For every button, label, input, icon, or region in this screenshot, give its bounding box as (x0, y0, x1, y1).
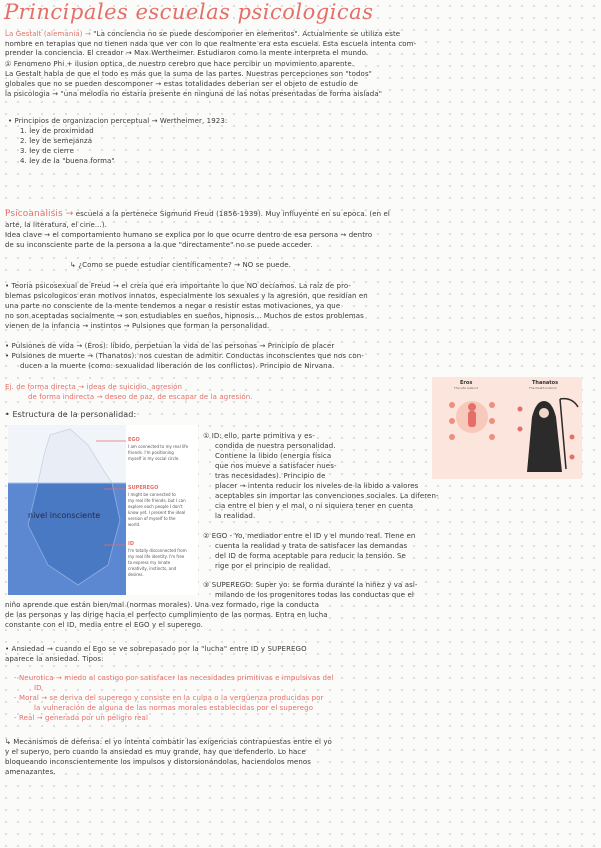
id-line-2: Contiene la libido (energia física (215, 452, 332, 460)
page-title: Principales escuelas psicologicas (4, 0, 374, 24)
iceberg-id-title: ID (128, 541, 135, 547)
ego-line-0: ② EGO - Yo, mediador entre el ID y el mundo real. Tiene en (203, 532, 416, 540)
superego-line-4: constante con el ID, media entre el EGO y el superego. (5, 621, 203, 629)
pulsiones-line-2: ducen a la muerte (como: sexualidad liberación de los conflictos). Principio de Nirvana. (20, 362, 335, 370)
defense-line-1: y el superyo, pero cuando la ansiedad es muy grande, hay que defenderlo. Lo hace (5, 748, 306, 756)
id-line-1: condida de nuestra personalidad. (215, 442, 336, 450)
psico-line-2: Idea clave → el comportamiento humano se explica por lo que ocurre dentro de esa persona → dentro (5, 231, 373, 239)
iceberg-ego-title: EGO (128, 437, 140, 443)
superego-line-2: niño aprende que están bien/mal (normas morales). Una vez formado, rige la conducta (5, 601, 319, 609)
gestalt-line-6: la psicologia → "una melodía no estaría presente en ninguna de las notas presentadas de forma aislada" (5, 90, 383, 98)
iceberg-superego-text: I might be connected to my real life friends, but I can explore each people I don't know yet. I present the ideal version of myself to the world. (128, 492, 186, 527)
gestalt-line-4: La Gestalt habla de que el todo es más que la suma de las partes. Nuestras percepciones son "todos" (5, 70, 373, 78)
superego-line-1: milando de los progenitores todas las conductas que el (215, 591, 414, 599)
pulsiones-line-1: • Pulsiones de muerte → (Thanatos): nos cuestan de admitir. Conductas inconscientes que nos con- (5, 352, 364, 360)
principles-heading: • Principios de organizacion perceptual → Wertheimer, 1923: (8, 117, 228, 125)
gestalt-line-1: nombre en terapias que no tienen nada que ver con lo que realmente era esta escuela. Esta escuela intenta com- (5, 40, 417, 48)
ego-line-2: del ID de forma aceptable para reducir la tensión. Se (215, 552, 406, 560)
superego-line-0: ③ SUPEREGO: Super yo: se forma durante la niñez y va asi- (203, 581, 418, 589)
id-line-8: la realidad. (215, 512, 256, 520)
id-line-3: que nos mueve a satisfacer nues- (215, 462, 337, 470)
teoria-line-0: • Teoria psicosexual de Freud → el creía que era importante lo que NO decíamos. La raíz de pro- (5, 282, 352, 290)
principle-item: 2. ley de semejanza (20, 137, 93, 145)
pulsiones-line-0: • Pulsiones de vida → (Eros): libido, perpetuan la vida de las personas → Principio de placer (5, 342, 335, 350)
teoria-line-4: vienen de la infancia → instintos → Pulsiones que forman la personalidad. (5, 322, 270, 330)
id-line-6: aceptables sin importar las convenciones sociales. La diferen- (215, 492, 439, 500)
principle-item: 1. ley de proximidad (20, 127, 94, 135)
defense-line-0: ↳ Mecanismos de defensa: el yo intenta combatir las exigencias contrapuestas entre el yo (5, 738, 332, 746)
principle-item: 3. ley de cierre (20, 147, 74, 155)
psico-line-3: de su inconsciente parte de la persona a la que "directamente" no se puede acceder. (5, 241, 313, 249)
thanatos-title: Thanatos (532, 380, 559, 386)
superego-line-3: de las personas y las dirige hacia el perfecto cumplimiento de las normas. Entra en lucha (5, 611, 328, 619)
iceberg-superego-title: SUPEREGO (128, 485, 159, 491)
gestalt-line-2: prender la conciencia. El creador → Max Wertheimer. Estudiaron como la mente interpreta el mundo. (5, 49, 369, 57)
teoria-line-2: una parte no consciente de la mente tendemos a negar o resistir estas motivaciones, ya que (5, 302, 341, 310)
defense-line-3: amenazantes. (5, 768, 56, 776)
example-line-0: Ej. de forma directa → ideas de suicidio, agresión (5, 383, 183, 391)
ansiedad-type: - Neurotica → miedo al castigo por satisfacer las necesidades primitivas e impulsivas del (14, 674, 334, 682)
id-line-4: tras necesidades). Principio de (215, 472, 326, 480)
eros-title: Eros (460, 380, 473, 386)
eros-thanatos-image (432, 377, 582, 479)
ego-line-1: cuenta la realidad y trata de satisfacer las demandas (215, 542, 408, 550)
id-line-5: placer → intenta reducir los niveles de la libido a valores (215, 482, 419, 490)
eros-subtitle: The Life Instinct (454, 386, 478, 390)
teoria-line-3: no son aceptadas socialmente → son estudiables en sueños, hipnosis... Muchos de estos problemas (5, 312, 364, 320)
psicoanalisis-heading: Psicoanalisis → (5, 209, 74, 219)
estructura-heading: • Estructura de la personalidad: (5, 410, 137, 419)
psico-line-1: arte, la literatura, el cine...). (5, 221, 107, 229)
ansiedad-type: la vulneración de alguna de las normas morales establecidas por el superego (34, 704, 314, 712)
example-line-1: de forma indirecta → deseo de paz, de escapar de la agresión. (28, 393, 253, 401)
principle-item: 4. ley de la "buena forma" (20, 157, 115, 165)
gestalt-line-3: ① Fenomeno Phi + ilusion optica, de nuestro cerebro que hace percibir un movimiento aparente. (5, 60, 355, 68)
iceberg-ego-text: I am connected to my real life friends. I'm positioning myself in my social circle. (128, 444, 189, 461)
ansiedad-type: ID (34, 684, 42, 692)
teoria-line-1: blemas psicologicos eran motivos innatos, especialmente los sexuales y la agresión, que residían en (5, 292, 368, 300)
iceberg-id-text: I'm totally disconnected from my real life identity. I'm free to express my innate creativity, instincts, and desires. (128, 548, 187, 577)
ansiedad-type: - Moral → se deriva del superego y consiste en la culpa o la vergüenza producidas por (14, 694, 324, 702)
gestalt-heading: La Gestalt (alemania) → (5, 30, 91, 38)
ansiedad-line-0: • Ansiedad → cuando el Ego se ve sobrepasado por la "lucha" entre ID y SUPEREGO (5, 645, 307, 653)
ansiedad-type: - Real → generada por un peligro real (14, 714, 148, 722)
defense-line-2: bloqueando inconscientemente los impulsos y distorsionándolas, haciendolos menos (5, 758, 312, 766)
thanatos-subtitle: The Death Instinct (529, 386, 557, 390)
gestalt-line-0: La Gestalt (alemania) → "La conciencia no se puede descomponer en elementos". Actualmente se utiliza este (5, 30, 401, 38)
psico-line-4: ↳ ¿Como se puede estudiar científicamente? → NO se puede. (70, 261, 291, 269)
ego-line-3: rige por el principio de realidad. (215, 562, 331, 570)
iceberg-label: nivel inconsciente (28, 511, 101, 520)
gestalt-line-5: globales que no se pueden descomponer → estas totalidades deberian ser el objeto de estudio de (5, 80, 359, 88)
ansiedad-line-1: aparece la ansiedad. Tipos: (5, 655, 104, 663)
id-line-7: cia entre el bien y el mal, o ni siquiera tener en cuenta (215, 502, 414, 510)
iceberg-image (8, 425, 198, 595)
psico-line-0: Psicoanalisis → escuela a la pertenece Sigmund Freud (1856-1939). Muy influyente en su epoca. (en el (5, 209, 390, 219)
id-line-0: ① ID: ello, parte primitiva y es- (203, 432, 315, 440)
